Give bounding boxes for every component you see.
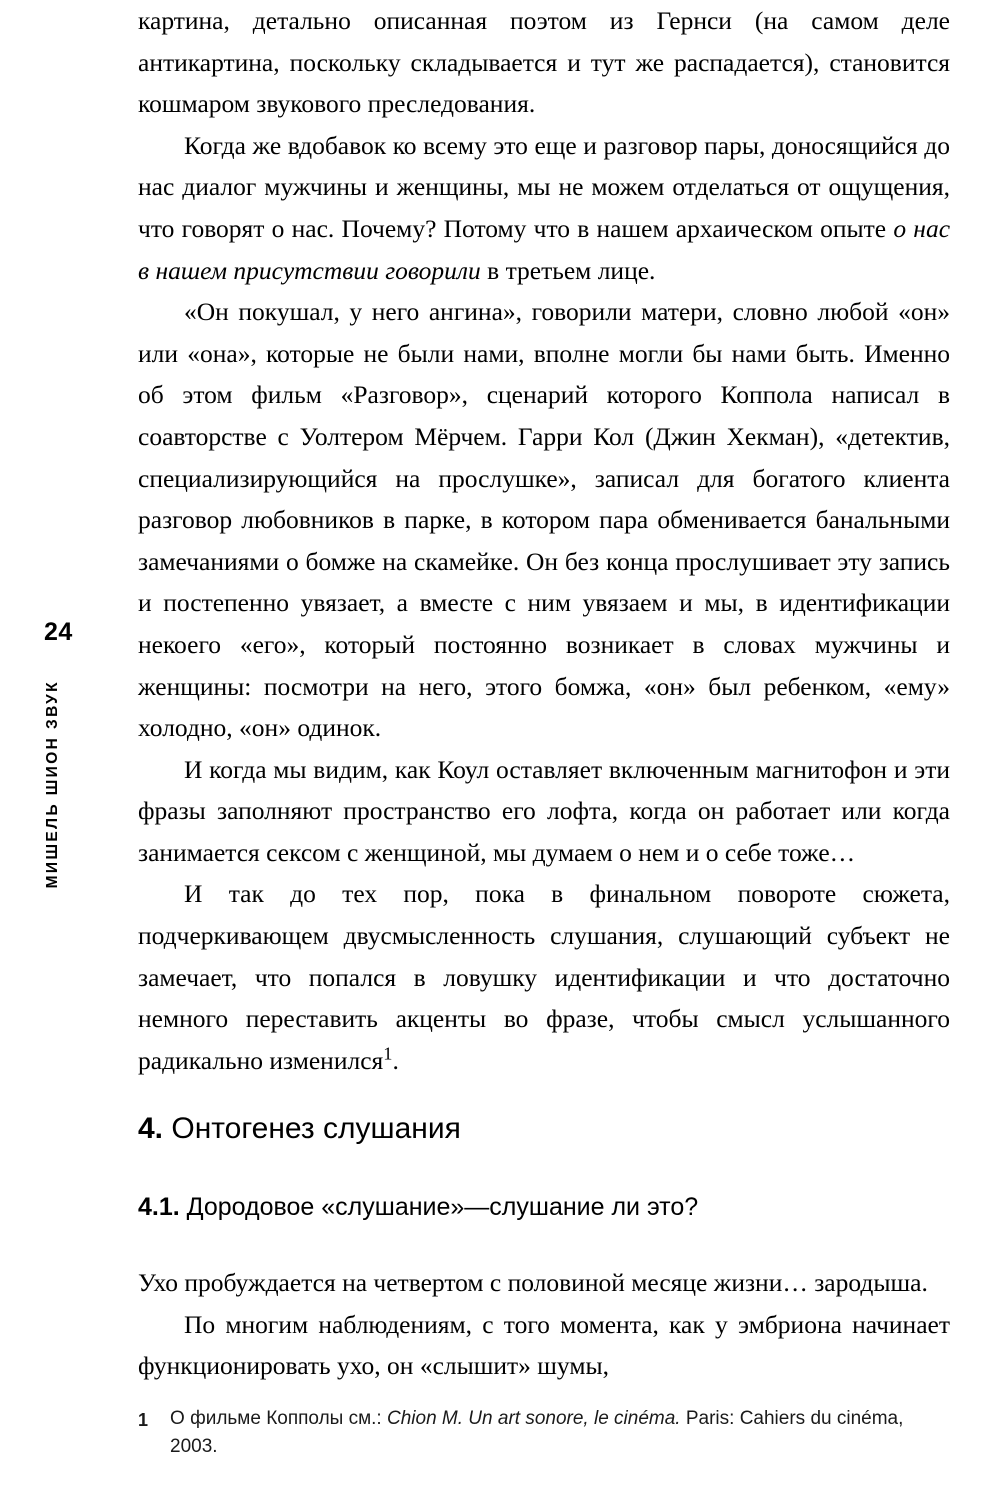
paragraph-3-emph: для богатого клиента bbox=[697, 463, 951, 493]
paragraph-3-part-b: разговор любовников в парке, в котором пара обменивается банальными замечаниями о бомже на скамейке. Он без конца прослушивает эту запись и постепенно увязает, а вместе с ним увязаем и мы, в идентификации некоего «его», который постоянно возникает в словах мужчины и женщины: посмотри на него, этого бомжа, «он» был ребенком, «ему» холодно, «он» одинок. bbox=[138, 505, 950, 743]
footnote-number: 1 bbox=[138, 1410, 149, 1430]
subsection-heading-number: 4.1. bbox=[138, 1193, 180, 1221]
paragraph-6: Ухо пробуждается на четвертом с половиной месяце жизни… зародыша. bbox=[138, 1268, 928, 1297]
footnote-text-part-b: Paris: Cahiers du cinéma, 2003. bbox=[170, 1408, 904, 1457]
paragraph-7: По многим наблюдениям, с того момента, как у эмбриона начинает функционировать ухо, он «слышит» шумы, bbox=[138, 1309, 950, 1381]
paragraph-3 bbox=[138, 291, 950, 749]
subsection-heading bbox=[138, 1190, 950, 1224]
subsection-heading-title: Дородовое «слушание»—слушание ли это? bbox=[186, 1193, 699, 1221]
paragraph-2-part-b: в третьем лице. bbox=[480, 255, 656, 285]
paragraph-2-italic: о нас в нашем присутствии говорили bbox=[138, 213, 951, 285]
body-text-block bbox=[138, 0, 950, 1081]
footnote-text-italic: Chion M. Un art sonore, le cinéma. bbox=[387, 1408, 681, 1429]
paragraph-2 bbox=[138, 125, 950, 291]
page-number: 24 bbox=[44, 618, 73, 646]
section-heading-number: 4. bbox=[138, 1112, 164, 1145]
footnote-text bbox=[170, 1405, 950, 1461]
footnote-text-part-a: О фильме Копполы см.: bbox=[170, 1408, 387, 1429]
footnote-marker: 1 bbox=[383, 1043, 393, 1064]
text-column bbox=[138, 0, 950, 1493]
paragraph-4: И когда мы видим, как Коул оставляет включенным магнитофон и эти фразы заполняют пространство его лофта, когда он работает или когда занимается сексом с женщиной, мы думаем о нем и о себе тоже… bbox=[138, 754, 950, 867]
paragraph-1: картина, детально описанная поэтом из Гернси (на самом деле антикартина, поскольку складывается и тут же распадается), становится кошмаром звукового преследования. bbox=[138, 6, 950, 119]
paragraph-2-part-a: Когда же вдобавок ко всему это еще и разговор пары, доносящийся до нас диалог мужчины и женщины, мы не можем отделаться от ощущения, что говорят о нас. Почему? Потому что в нашем архаическом опыте bbox=[138, 130, 950, 243]
body-text-block-2 bbox=[138, 1262, 950, 1387]
running-head: МИШЕЛЬ ШИОН ЗВУК bbox=[44, 680, 61, 889]
paragraph-5 bbox=[138, 873, 950, 1081]
footnote bbox=[138, 1405, 950, 1461]
section-heading-title: Онтогенез слушания bbox=[171, 1112, 461, 1145]
paragraph-5-part-b: . bbox=[392, 1045, 399, 1075]
paragraph-5-part-a: И так до тех пор, пока в финальном повороте сюжета, подчеркивающем двусмысленность слушания, слушающий субъект не замечает, что попался в ловушку идентификации и что достаточно немного переставить акценты во фразе, чтобы смысл услышанного радикально изменился bbox=[138, 879, 950, 1075]
left-margin bbox=[0, 0, 138, 1493]
section-heading bbox=[138, 1110, 950, 1148]
paragraph-3-part-a: «Он покушал, у него ангина», говорили матери, словно любой «он» или «она», которые не были нами, вполне могли бы нами быть. Именно об этом фильм «Разговор», сценарий которого Коппола написал в соавторстве с Уолтером Мёрчем. Гарри Кол (Джин Хекман), «детектив, специализирующийся на прослушке», записал bbox=[138, 297, 950, 493]
